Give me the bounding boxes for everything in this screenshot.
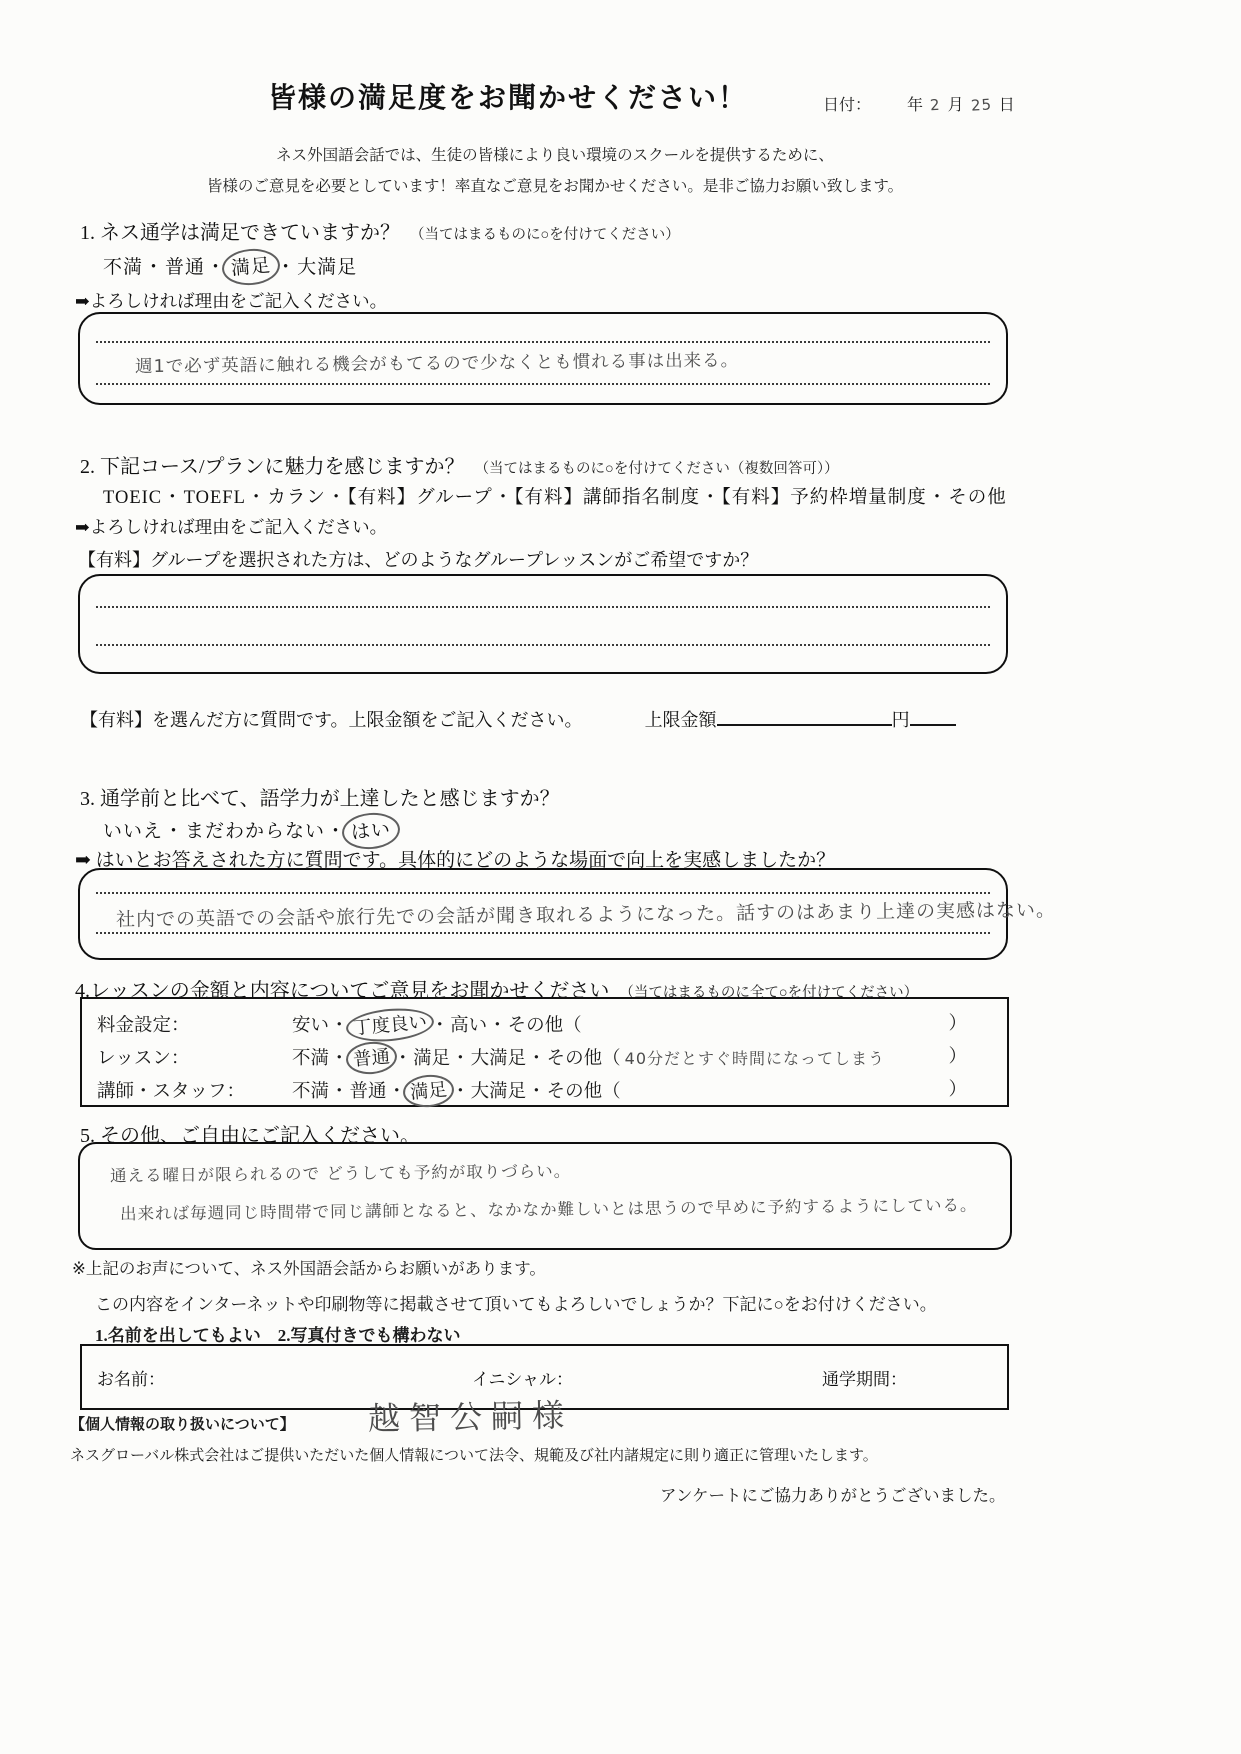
q2-price-unit: 円 xyxy=(891,710,910,730)
intro-line-2: 皆様のご意見を必要としています！率直なご意見をお聞かせください。是非ご協力お願い致します。 xyxy=(206,178,904,195)
privacy-label: 【個人情報の取り扱いについて】 xyxy=(70,1417,295,1433)
paren-open: （ xyxy=(602,1049,621,1069)
q4-staff-option: 普通 xyxy=(349,1082,387,1102)
q4-note: （当てはまるものに全て○を付けてください） xyxy=(619,985,919,1001)
q2-note: （当てはまるものに○を付けてください（複数回答可）） xyxy=(474,461,839,477)
option-separator: ・ xyxy=(144,257,165,278)
q5-handwritten-line-1: 通える曜日が限られるので どうしても予約が取りづらい。 xyxy=(109,1161,572,1186)
q4-row-staff xyxy=(97,1075,992,1107)
q2-answer-box xyxy=(78,574,1008,674)
q2-option-toeic: TOEIC xyxy=(103,488,163,508)
q4-title-text: 4.レッスンの金額と内容についてご意見をお聞かせください xyxy=(75,980,610,1002)
option-separator: ・ xyxy=(330,1082,349,1102)
q4-pricing-option-circled: 丁度良い xyxy=(344,1005,434,1045)
q4-lesson-option-circled: 普通 xyxy=(344,1040,398,1076)
intro-line-1: ネス外国語会話では、生徒の皆様により良い環境のスクールを提供するために、 xyxy=(276,147,834,164)
q4-row-pricing-label: 料金設定： xyxy=(97,1016,190,1036)
publish-question: この内容をインターネットや印刷物等に掲載させて頂いてもよろしいでしょうか？下記に○をお付けください。 xyxy=(95,1295,937,1314)
q4-lesson-other-answer: 40分だとすぐ時間になってしまう xyxy=(624,1049,886,1068)
option-separator: ・ xyxy=(326,821,347,842)
date-day-suffix: 日 xyxy=(998,97,1015,114)
option-separator: ・ xyxy=(330,1016,349,1036)
option-separator: ・ xyxy=(451,1049,470,1069)
q1-option-fuman: 不満 xyxy=(103,257,144,278)
q1-option-manzoku-circled: 満足 xyxy=(221,247,282,288)
option-separator: ・ xyxy=(527,1082,546,1102)
q1-reason-prompt: ➡よろしければ理由をご記入ください。 xyxy=(75,291,388,311)
q2-reason-prompt: ➡よろしければ理由をご記入ください。 xyxy=(75,517,388,537)
company-privacy-note: ネスグローバル株式会社はご提供いただいた個人情報について法令、規範及び社内諸規定に則り適正に管理いたします。 xyxy=(70,1448,878,1464)
q4-lesson-option: 不満 xyxy=(292,1049,330,1069)
option-separator: ・ xyxy=(488,1016,507,1036)
q4-staff-option: 不満 xyxy=(292,1082,330,1102)
q3-option-hai-circled: はい xyxy=(341,811,402,852)
q1-option-futsuu: 普通 xyxy=(165,257,206,278)
q2-group-question: 【有料】グループを選択された方は、どのようなグループレッスンがご希望ですか？ xyxy=(78,550,759,570)
paren-open: （ xyxy=(563,1016,582,1036)
q2-option-group: 【有料】グループ xyxy=(347,488,493,508)
q2-option-yoyaku: 【有料】予約枠増量制度 xyxy=(721,488,927,508)
q4-lesson-option: 大満足 xyxy=(470,1049,527,1069)
price-unit-blank xyxy=(910,709,956,726)
q3-options xyxy=(103,813,395,849)
option-separator: ・ xyxy=(326,488,347,508)
q3-option-madawakaranai: まだわからない xyxy=(185,821,326,842)
q4-table-box xyxy=(80,997,1009,1107)
q1-answer-box xyxy=(78,312,1008,405)
q1-options xyxy=(103,249,357,285)
option-separator: ・ xyxy=(527,1049,546,1069)
option-separator: ・ xyxy=(276,257,297,278)
q5-handwritten-line-2: 出来れば毎週同じ時間帯で同じ講師となると、なかなか難しいとは思うので早めに予約するようにしている。 xyxy=(119,1195,978,1224)
q1-note: （当てはまるものに○を付けてください） xyxy=(410,227,680,243)
q2-option-callan: カラン xyxy=(267,488,326,508)
q1-handwritten-answer: 週1で必ず英語に触れる機会がもてるので少なくとも慣れる事は出来る。 xyxy=(134,350,740,378)
q4-staff-option: その他 xyxy=(546,1082,603,1102)
publish-options: 1.名前を出してもよい 2.写真付きでも構わない xyxy=(95,1326,461,1345)
dotted-writing-line xyxy=(96,341,990,343)
date-label: 日付： xyxy=(823,97,872,114)
q2-option-toefl: TOEFL xyxy=(183,488,246,508)
option-separator: ・ xyxy=(430,1016,450,1036)
q4-row-lesson xyxy=(97,1042,992,1074)
q3-title: 3. 通学前と比べて、語学力が上達したと感じますか？ xyxy=(80,788,560,810)
q4-pricing-option: 安い xyxy=(292,1016,330,1036)
date-month-value: 2 xyxy=(929,95,942,115)
dotted-writing-line xyxy=(96,932,990,934)
q4-row-lesson-label: レッスン： xyxy=(97,1049,190,1069)
initial-label: イニシャル： xyxy=(472,1370,573,1389)
option-separator: ・ xyxy=(206,257,227,278)
q5-title: 5. その他、ご自由にご記入ください。 xyxy=(80,1125,420,1147)
q3-handwritten-answer: 社内での英語での会話や旅行先での会話が聞き取れるようになった。話すのはあまり上達の実感はない。 xyxy=(115,899,1057,931)
q1-title-text: 1. ネス通学は満足できていますか？ xyxy=(80,222,400,244)
option-separator: ・ xyxy=(163,488,183,508)
q1-title xyxy=(80,216,680,245)
q2-option-shimei: 【有料】講師指名制度 xyxy=(514,488,700,508)
handwritten-signature: 越智公嗣様 xyxy=(367,1396,574,1438)
dotted-writing-line xyxy=(96,606,990,608)
option-separator: ・ xyxy=(927,488,948,508)
option-separator: ・ xyxy=(493,488,514,508)
price-amount-blank xyxy=(717,709,892,726)
q3-followup-prompt: ➡ はいとお答えされた方に質問です。具体的にどのような場面で向上を実感しましたか？ xyxy=(75,850,836,871)
date-year-suffix: 年 xyxy=(907,97,924,114)
date-field xyxy=(823,92,1015,115)
option-separator: ・ xyxy=(387,1082,407,1102)
dotted-writing-line xyxy=(96,383,990,385)
option-separator: ・ xyxy=(164,821,185,842)
period-label: 通学期間： xyxy=(822,1370,907,1389)
paren-close: ） xyxy=(948,1080,967,1100)
q3-option-iie: いいえ xyxy=(103,821,164,842)
option-separator: ・ xyxy=(246,488,267,508)
thanks-message: アンケートにご協力ありがとうございました。 xyxy=(660,1486,1006,1505)
paren-close: ） xyxy=(948,1047,967,1067)
name-label: お名前： xyxy=(97,1370,165,1389)
q4-staff-option-circled: 満足 xyxy=(402,1073,456,1109)
q4-pricing-option: その他 xyxy=(507,1016,564,1036)
option-separator: ・ xyxy=(451,1082,470,1102)
q4-pricing-option: 高い xyxy=(450,1016,488,1036)
q4-lesson-option: その他 xyxy=(546,1049,603,1069)
dotted-writing-line xyxy=(96,892,990,894)
q2-price-question: 【有料】を選んだ方に質問です。上限金額をご記入ください。 xyxy=(80,710,583,730)
publish-note: ※上記のお声について、ネス外国語会話からお願いがあります。 xyxy=(72,1259,546,1278)
date-month-suffix: 月 xyxy=(947,97,964,114)
option-separator: ・ xyxy=(393,1049,413,1069)
q3-answer-box xyxy=(78,868,1057,960)
dotted-writing-line xyxy=(96,644,990,646)
date-day-value: 25 xyxy=(969,95,993,115)
option-separator: ・ xyxy=(330,1049,349,1069)
option-separator: ・ xyxy=(700,488,721,508)
page-title: 皆様の満足度をお聞かせください！ xyxy=(268,83,749,114)
q2-title xyxy=(80,450,839,479)
q4-staff-option: 大満足 xyxy=(470,1082,527,1102)
q4-row-staff-label: 講師・スタッフ： xyxy=(97,1082,246,1102)
q2-options xyxy=(103,483,1007,509)
q2-price-label: 上限金額 xyxy=(644,710,717,730)
paren-close: ） xyxy=(948,1014,967,1034)
q2-option-sonota: その他 xyxy=(948,488,1007,508)
q2-price-row xyxy=(80,706,956,732)
q4-lesson-option: 満足 xyxy=(413,1049,451,1069)
paren-open: （ xyxy=(602,1082,621,1102)
q1-option-daimanzoku: 大満足 xyxy=(297,257,358,278)
q2-title-text: 2. 下記コース/プランに魅力を感じますか？ xyxy=(80,456,465,478)
q5-answer-box xyxy=(78,1142,1012,1250)
q4-row-pricing xyxy=(97,1009,992,1041)
